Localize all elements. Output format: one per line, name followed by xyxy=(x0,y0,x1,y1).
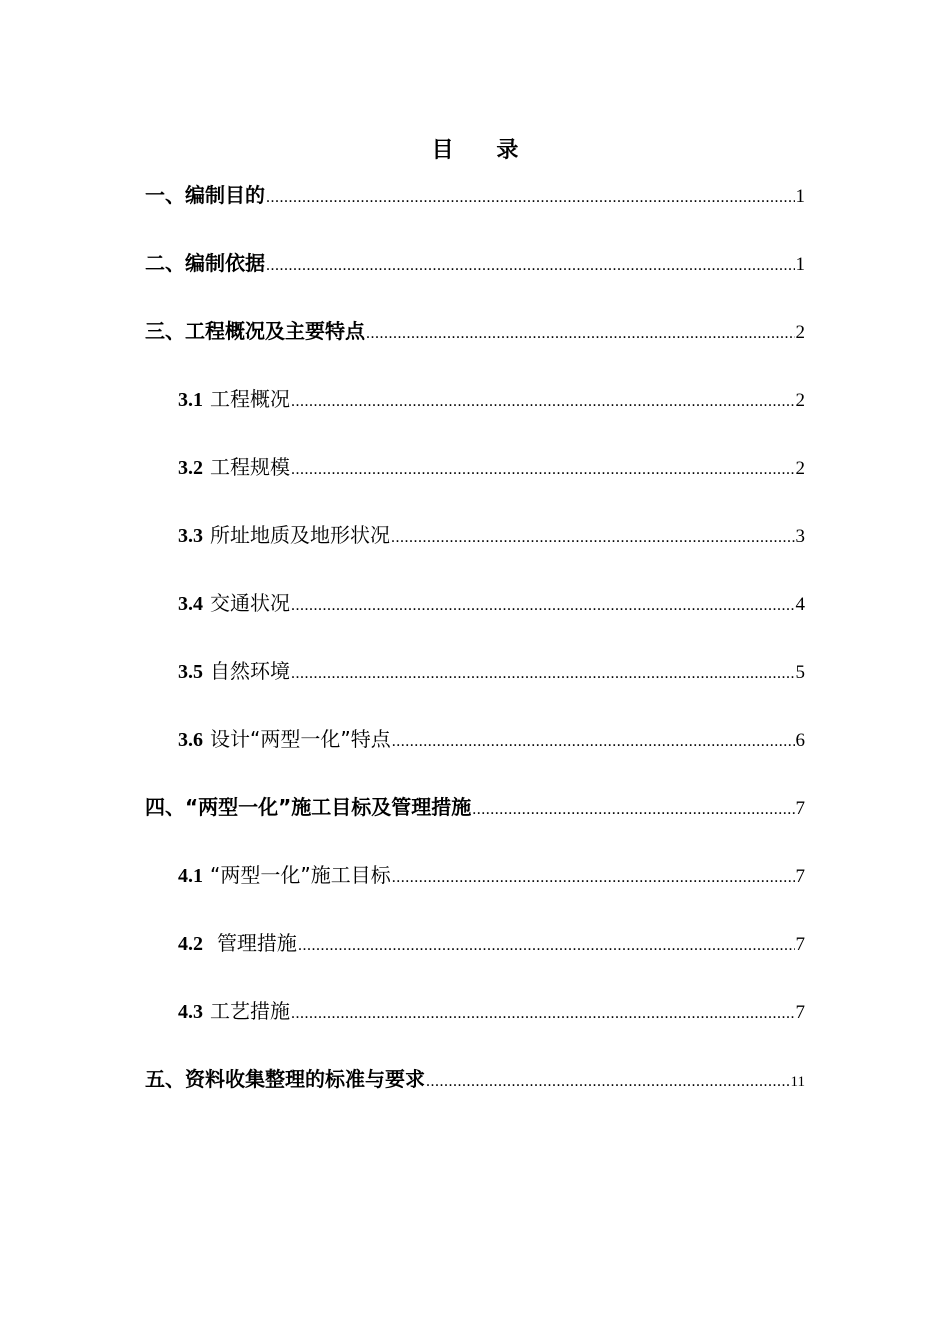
toc-entry-4-3[interactable] xyxy=(178,996,805,1026)
toc-entry-5[interactable] xyxy=(145,1064,805,1094)
toc-entry-label xyxy=(178,588,290,619)
toc-page-number: 2 xyxy=(795,322,805,343)
toc-entry-label xyxy=(178,452,290,483)
toc-entry-3-2[interactable] xyxy=(178,452,805,482)
toc-entry-text: 所址地质及地形状况 xyxy=(209,523,390,547)
toc-entry-text: 三、工程概况及主要特点 xyxy=(145,319,365,343)
toc-entry-text: “两型一化”施工目标 xyxy=(209,863,391,887)
toc-entry-number: 3.6 xyxy=(178,729,203,751)
toc-dot-leader xyxy=(392,863,795,893)
toc-entry-4-2[interactable] xyxy=(178,928,805,958)
toc-entry-label xyxy=(178,384,290,415)
toc-dot-leader xyxy=(426,1067,790,1097)
toc-entry-text: 工程概况 xyxy=(209,387,290,411)
toc-page-number: 1 xyxy=(795,254,805,275)
toc-entry-label xyxy=(178,928,297,959)
toc-dot-leader xyxy=(291,591,795,621)
toc-dot-leader xyxy=(472,795,794,825)
toc-entry-3-4[interactable] xyxy=(178,588,805,618)
toc-entry-1[interactable] xyxy=(145,180,805,210)
toc-dot-leader xyxy=(298,931,795,961)
toc-entry-label xyxy=(178,860,391,891)
toc-dot-leader xyxy=(291,999,795,1029)
toc-page-number: 3 xyxy=(795,526,805,547)
toc-page-number: 7 xyxy=(795,866,805,887)
toc-dot-leader xyxy=(392,727,795,757)
toc-entry-label xyxy=(145,1064,425,1095)
toc-page-number: 7 xyxy=(795,934,805,955)
toc-entry-text: 自然环境 xyxy=(209,659,290,683)
toc-entry-text: 工程规模 xyxy=(209,455,290,479)
toc-entry-text: 管理措施 xyxy=(216,931,297,955)
toc-entry-text: 四、“两型一化”施工目标及管理措施 xyxy=(145,795,472,819)
toc-page-number: 7 xyxy=(795,798,805,819)
toc-entry-3-5[interactable] xyxy=(178,656,805,686)
toc-entry-text: 工艺措施 xyxy=(209,999,290,1023)
toc-page-number: 6 xyxy=(795,730,805,751)
toc-entry-number: 3.3 xyxy=(178,525,203,547)
toc-entry-number: 3.2 xyxy=(178,457,203,479)
toc-page-number: 11 xyxy=(790,1074,805,1090)
toc-entry-label xyxy=(178,724,391,755)
toc-entry-3-6[interactable] xyxy=(178,724,805,754)
toc-dot-leader xyxy=(291,387,795,417)
toc-page-number: 2 xyxy=(795,390,805,411)
toc-entry-number: 4.1 xyxy=(178,865,203,887)
toc-entry-text: 二、编制依据 xyxy=(145,251,265,275)
toc-dot-leader xyxy=(366,319,795,349)
toc-entry-label xyxy=(145,316,365,347)
toc-entry-text: 设计“两型一化”特点 xyxy=(209,727,391,751)
toc-entry-4[interactable] xyxy=(145,792,805,822)
toc-entry-number: 4.3 xyxy=(178,1001,203,1023)
toc-entry-label xyxy=(178,996,290,1027)
toc-entry-label xyxy=(145,792,471,823)
toc-entry-number: 4.2 xyxy=(178,933,203,955)
toc-entry-label xyxy=(178,520,390,551)
toc-entry-4-1[interactable] xyxy=(178,860,805,890)
toc-entry-2[interactable] xyxy=(145,248,805,278)
toc-entry-text: 交通状况 xyxy=(209,591,290,615)
toc-entry-number: 3.1 xyxy=(178,389,203,411)
toc-entry-text: 一、编制目的 xyxy=(145,183,265,207)
toc-entry-label xyxy=(178,656,290,687)
toc-entry-3-1[interactable] xyxy=(178,384,805,414)
toc-title: 目 录 xyxy=(431,138,537,163)
toc-page-number: 4 xyxy=(795,594,805,615)
toc-entry-text: 五、资料收集整理的标准与要求 xyxy=(145,1067,425,1091)
toc-dot-leader xyxy=(291,659,795,689)
toc-entry-3[interactable] xyxy=(145,316,805,346)
toc-entry-number: 3.5 xyxy=(178,661,203,683)
toc-dot-leader xyxy=(266,251,795,281)
toc-page-number: 7 xyxy=(795,1002,805,1023)
toc-page-number: 1 xyxy=(795,186,805,207)
toc-page-number: 2 xyxy=(795,458,805,479)
toc-entry-3-3[interactable] xyxy=(178,520,805,550)
toc-page-number: 5 xyxy=(795,662,805,683)
toc-entry-label xyxy=(145,180,265,211)
toc-entry-label xyxy=(145,248,265,279)
toc-dot-leader xyxy=(391,523,795,553)
toc-dot-leader xyxy=(291,455,795,485)
toc-entry-number: 3.4 xyxy=(178,593,203,615)
toc-dot-leader xyxy=(266,183,795,213)
